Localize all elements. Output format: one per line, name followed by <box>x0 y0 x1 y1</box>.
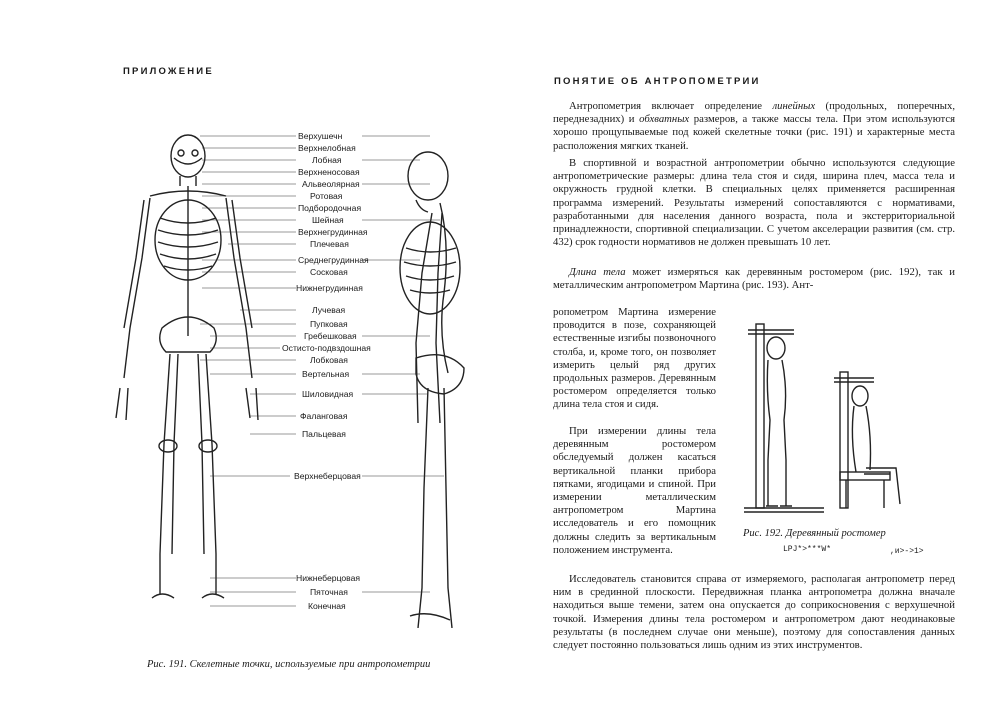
paragraph-3-continued: ропометром Мартина измерение проводится в позе, сохраняющей естественные изгибы позвоночного столба, и, кроме того, он позволяет измерить целый ряд других продольных размеров. Деревянным ростомером определяется только длина тела стоя и сидя. <box>553 306 716 411</box>
skeletal-point-label: Нижнегрудинная <box>296 283 363 293</box>
p1-italic-linear: линейных <box>772 100 816 112</box>
p1-text-a: Антропометрия включает определение <box>569 100 773 112</box>
paragraph-5: Исследователь становится справа от измеряемого, располагая антропометр перед ним в срединной плоскости. Передвижная планка антропометра должна вначале находиться выше темени, затем она опускается до соприкосновения с верхушечной точкой. Измерения длины тела ростомером и антропометром дают неодинаковые результаты (в последнем случае они меньше), поэтому для сопоставления данных следует постоянно пользоваться лишь одним из этих инструментов. <box>553 573 955 652</box>
skeletal-point-label: Верхнегрудинная <box>298 227 368 237</box>
right-running-header: ПОНЯТИЕ ОБ АНТРОПОМЕТРИИ <box>554 76 761 87</box>
figure-192-caption: Рис. 192. Деревянный ростомер <box>743 528 886 539</box>
paragraph-2: В спортивной и возрастной антропометрии обычно используются следующие антропометрические размеры: длина тела стоя и сидя, ширина плеч, масса тела и окружность грудной клетки. В специальных целях применяется расширенная программа измерений. Результаты измерений сопоставляются с нормативами, разработанными для населения данного возраста, пола и экстерриториальной принадлежности, спортивной специализации. С учетом акселерации развития (см. стр. 432) срок годности нормативов не должен превышать 10 лет. <box>553 157 955 249</box>
figure-191-skeleton <box>110 128 490 628</box>
paragraph-4: При измерении длины тела деревянным ростомером обследуемый должен касаться вертикальной планки прибора пятками, ягодицами и спиной. При измерении металлическим антропометром Мартина исследователь и его помощник должны следить за вертикальным положением инструмента. <box>553 425 716 556</box>
stray-print-mark: LPJ*>***W* <box>783 545 832 554</box>
skeletal-point-label: Конечная <box>308 601 346 611</box>
skeletal-point-label: Лучевая <box>312 305 346 315</box>
skeletal-point-label: Пяточная <box>310 587 348 597</box>
skeletal-point-label: Лобная <box>312 155 342 165</box>
figure-191-caption: Рис. 191. Скелетные точки, используемые при антропометрии <box>147 659 431 670</box>
p1-text-e: размеров, а также массы тела. При этом используются хорошо прощупываемые под кожей скелетные точки (рис. 191) и характерные места расположения мягких тканей. <box>553 113 956 152</box>
skeletal-point-label: Остисто-подвздошная <box>282 343 371 353</box>
skeletal-point-label: Пальцевая <box>302 429 346 439</box>
stray-print-mark: ,и>->1> <box>890 547 924 556</box>
figure-192-stadiometer <box>736 318 916 518</box>
skeletal-point-label: Шейная <box>312 215 344 225</box>
right-page <box>500 0 1000 708</box>
skeletal-point-label: Вертельная <box>302 369 350 379</box>
skeletal-point-label: Пупковая <box>310 319 348 329</box>
skeletal-point-label: Шиловидная <box>302 389 354 399</box>
skeletal-point-label: Верхненосовая <box>298 167 360 177</box>
paragraph-1 <box>553 100 955 153</box>
skeletal-point-label: Альвеолярная <box>302 179 360 189</box>
p3-text-b: может измеряться как деревянным ростомером (рис. 192), так и металлическим антропометром Мартина (рис. 193). Ант- <box>553 266 955 292</box>
skeletal-point-label: Верхнеберцовая <box>294 471 361 481</box>
skeletal-point-label: Верхушечн <box>298 131 343 141</box>
skeletal-point-label: Среднегрудинная <box>298 255 369 265</box>
p1-text-c: (продольных, поперечных, переднезадних) и <box>553 100 955 126</box>
skeletal-point-label: Нижнеберцовая <box>296 573 361 583</box>
skeletal-point-label: Верхнелобная <box>298 143 356 153</box>
p1-italic-girth: обхватных <box>639 113 690 126</box>
skeletal-point-label: Плечевая <box>310 239 349 249</box>
left-running-header: ПРИЛОЖЕНИЕ <box>123 66 214 77</box>
skeletal-point-label: Подбородочная <box>298 203 362 213</box>
skeletal-point-label: Сосковая <box>310 267 348 277</box>
skeletal-point-label: Лобковая <box>310 355 348 365</box>
skeletal-point-label: Ротовая <box>310 191 343 201</box>
p3-italic-body-length: Длина тела <box>569 266 626 278</box>
stadiometer-illustration <box>736 318 916 518</box>
skeletal-point-label: Гребешковая <box>304 331 357 341</box>
skeletal-point-label: Фаланговая <box>300 411 348 421</box>
paragraph-3 <box>553 266 955 292</box>
